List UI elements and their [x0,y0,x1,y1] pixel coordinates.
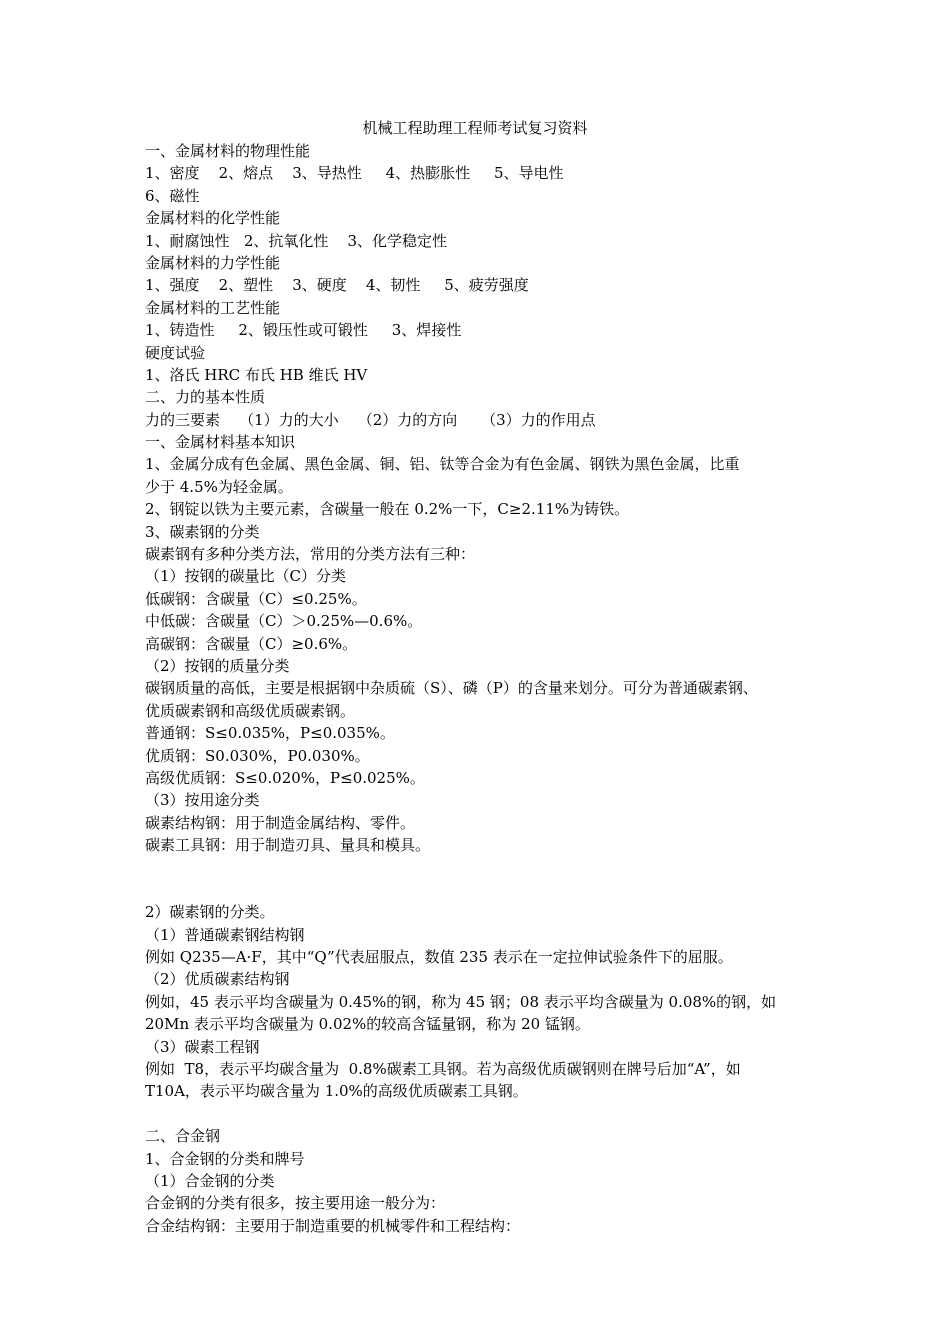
text-line: 中低碳：含碳量（C）＞0.25%—0.6%。 [145,612,423,631]
text-line: 高级优质钢：S≤0.020%，P≤0.025%。 [145,768,425,787]
text-line: 合金钢的分类有很多，按主要用途一般分为： [145,1194,446,1213]
text-line: 低碳钢：含碳量（C）≤0.25%。 [145,589,367,608]
text-line: 二、力的基本性质 [145,388,266,407]
text-line: 优质碳素钢和高级优质碳素钢。 [145,701,356,720]
text-line: 普通钢：S≤0.035%，P≤0.035%。 [145,724,395,743]
text-line: （1）普通碳素钢结构钢 [145,925,305,944]
text-line: 2）碳素钢的分类。 [145,903,275,922]
text-line: 碳素结构钢：用于制造金属结构、零件。 [145,813,416,832]
text-line: 1、合金钢的分类和牌号 [145,1149,305,1168]
text-line: 金属材料的力学性能 [145,253,281,272]
text-line: 一、金属材料的物理性能 [145,142,311,160]
text-line: 力的三要素 （1）力的大小 （2）力的方向 （3）力的作用点 [145,410,596,429]
blank-line [145,1103,815,1125]
text-line: （1）按钢的碳量比（C）分类 [145,567,347,586]
text-line: 6、磁性 [145,186,200,205]
text-line: 例如，45 表示平均含碳量为 0.45%的钢，称为 45 钢；08 表示平均含碳量为 0.08%的钢，如 [145,992,777,1011]
text-line: （3）碳素工程钢 [145,1037,260,1056]
text-line: 1、洛氏 HRC 布氏 HB 维氏 HV [145,365,368,384]
text-line: 1、耐腐蚀性 2、抗氧化性 3、化学稳定性 [145,231,448,250]
text-line: 高碳钢：含碳量（C）≥0.6%。 [145,634,358,653]
text-line: 1、密度 2、熔点 3、导热性 4、热膨胀性 5、导电性 [145,164,564,183]
text-line: 3、碳素钢的分类 [145,522,260,541]
blank-line [145,879,815,901]
text-line: 碳素工具钢：用于制造刃具、量具和模具。 [145,836,431,855]
text-line: 2、钢锭以铁为主要元素，含碳量一般在 0.2%一下，C≥2.11%为铸铁。 [145,500,630,519]
text-line: T10A，表示平均碳含量为 1.0%的高级优质碳素工具钢。 [145,1082,528,1101]
text-line: 金属材料的工艺性能 [145,298,281,317]
text-line: 优质钢：S0.030%，P0.030%。 [145,746,370,765]
text-line: （3）按用途分类 [145,791,260,810]
text-line: （1）合金钢的分类 [145,1171,275,1190]
text-line: 金属材料的化学性能 [145,209,281,228]
text-line: 例如 T8，表示平均碳含量为 0.8%碳素工具钢。若为高级优质碳钢则在牌号后加“A”，如 [145,1060,741,1079]
text-line: 合金结构钢：主要用于制造重要的机械零件和工程结构： [145,1216,521,1235]
text-line: 例如 Q235—A·F，其中“Q”代表屈服点，数值 235 表示在一定拉伸试验条件下的屈服。 [145,948,733,967]
text-line: （2）优质碳素结构钢 [145,970,290,989]
text-line: （2）按钢的质量分类 [145,656,290,675]
text-line: 一、金属材料基本知识 [145,433,296,452]
blank-line [145,857,815,879]
text-line: 少于 4.5%为轻金属。 [145,477,293,496]
text-line: 1、铸造性 2、锻压性或可锻性 3、焊接性 [145,321,462,340]
text-line: 1、金属分成有色金属、黑色金属、铜、铝、钛等合金为有色金属、钢铁为黑色金属，比重 [145,455,740,474]
text-line: 碳钢质量的高低，主要是根据钢中杂质硫（S）、磷（P）的含量来划分。可分为普通碳素钢、 [145,679,758,698]
text-line: 硬度试验 [145,343,206,362]
text-line: 二、合金钢 [145,1127,221,1146]
text-line: 碳素钢有多种分类方法，常用的分类方法有三种： [145,545,476,564]
document-title: 机械工程助理工程师考试复习资料 [362,119,588,137]
text-line: 20Mn 表示平均含碳量为 0.02%的较高含锰量钢，称为 20 锰钢。 [145,1015,590,1034]
text-line: 1、强度 2、塑性 3、硬度 4、韧性 5、疲劳强度 [145,276,529,295]
document-body [145,140,815,1237]
